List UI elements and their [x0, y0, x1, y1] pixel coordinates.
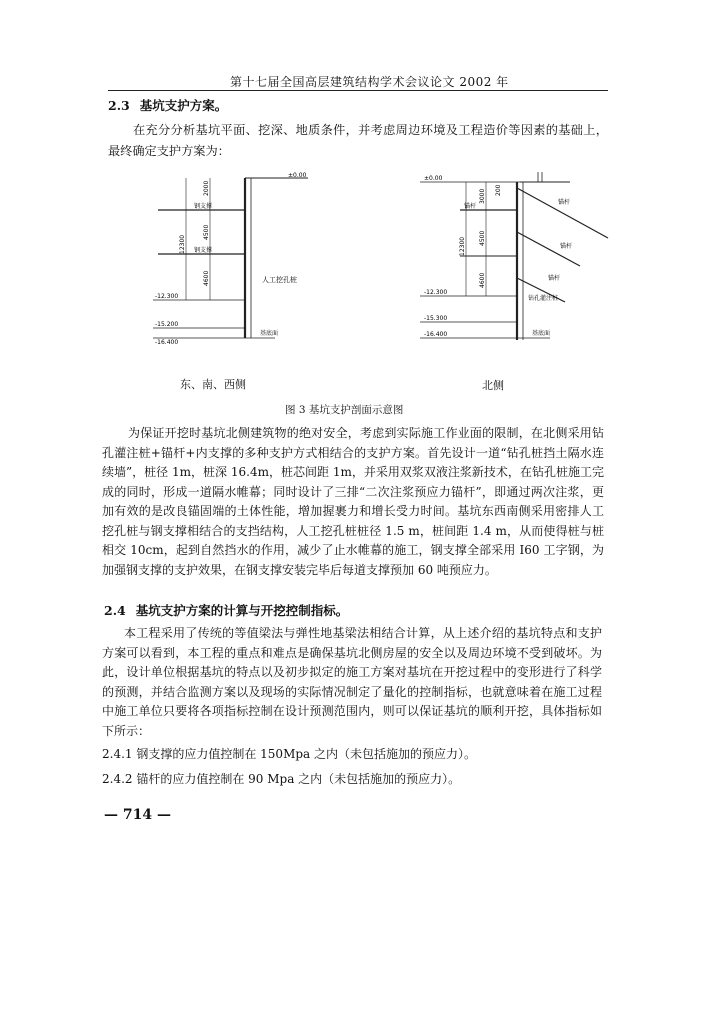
list-item: 2.4.1 钢支撑的应力值控制在 150Mpa 之内（未包括施加的预应力）。 [102, 747, 477, 761]
label-pile: 钻孔灌注桩 [528, 295, 559, 302]
elev-2: -15.200 [155, 321, 179, 328]
right-figure-caption: 北侧 [482, 379, 504, 392]
section-2-4-paragraph: 本工程采用了传统的等值梁法与弹性地基梁法相结合计算，从上述介绍的基坑特点和支护方案可以看到，本工程的重点和难点是确保基坑北侧房屋的安全以及周边环境不受到破坏。为此，设计单位根据基坑的特点以及初步拟定的施工方案对基坑在开挖过程中的变形进行了科学的预测，并结合监测方案以及现场的实际情况制定了量化的控制指标，也就意味着在施工过程中施工单位只要将各项指标控制在设计预测范围内，则可以保证基坑的顺利开挖，具体指标如下所示： [102, 626, 602, 738]
label-anchor-1: 锚杆 [558, 199, 571, 206]
section-2-3-number: 2.3 [108, 98, 130, 113]
label-anchor-2: 锚杆 [560, 243, 573, 250]
dim-3: 4600 [203, 270, 210, 286]
figure-caption: 图 3 基坑支护剖面示意图 [285, 404, 404, 416]
elev-top: ±0.00 [288, 172, 307, 179]
running-header: 第十七届全国高层建筑结构学术会议论文 2002 年 [230, 75, 509, 89]
section-2-3-intro: 在充分分析基坑平面、挖深、地质条件，并考虑周边环境及工程造价等因素的基础上，最终确定支护方案为： [108, 123, 608, 158]
elev-1: -12.300 [155, 293, 179, 300]
label-anchor-3: 锚杆 [548, 275, 561, 282]
label-bed: 基底面 [532, 330, 551, 337]
dim-top: 200 [495, 184, 502, 196]
section-2-4-heading [104, 601, 348, 619]
dim-2: 4500 [203, 224, 210, 240]
dim-1: 3000 [479, 188, 486, 204]
elev-3: -16.400 [424, 331, 448, 338]
label-bed: 基底面 [260, 330, 279, 337]
section-2-3-title: 基坑支护方案。 [139, 98, 228, 113]
header-rule [108, 90, 608, 91]
dim-total: 12300 [459, 236, 466, 256]
dim-2: 4500 [479, 230, 486, 246]
list-item: 2.4.2 锚杆的应力值控制在 90 Mpa 之内（未包括施加的预应力）。 [102, 772, 461, 786]
section-2-4-title: 基坑支护方案的计算与开挖控制指标。 [135, 603, 349, 618]
label-support-2: 钢支撑 [194, 247, 213, 254]
dim-total: 12300 [179, 234, 186, 254]
page-number: — 714 — [104, 807, 171, 823]
section-2-4-number: 2.4 [104, 603, 126, 618]
elev-3: -16.400 [155, 339, 179, 346]
elev-1: -12.300 [424, 289, 448, 296]
anchor-1 [517, 188, 608, 238]
dim-3: 4600 [479, 272, 486, 288]
left-figure-caption: 东、南、西侧 [180, 378, 246, 391]
section-2-3-heading [108, 96, 227, 114]
elev-2: -15.300 [424, 315, 448, 322]
dim-1: 2000 [203, 180, 210, 196]
label-pile: 人工挖孔桩 [262, 276, 297, 284]
elev-top: ±0.00 [424, 175, 443, 182]
paragraph-support-scheme: 为保证开挖时基坑北侧建筑物的绝对安全，考虑到实际施工作业面的限制，在北侧采用钻孔灌注桩+锚杆+内支撑的多种支护方式相结合的支护方案。首先设计一道“钻孔桩挡土隔水连续墙”，桩径 1m，桩深 16.4m，桩芯间距 1m，并采用双浆双液注浆新技术，在钻孔桩施工完成的同时，形成一道隔水帷幕；同时设计了三排“二次注浆预应力锚杆”，即通过两次注浆，更加有效的是改良锚固端的土体性能，增加握裹力和增长受力时间。基坑东西南侧采用密排人工挖孔桩与钢支撑相结合的支挡结构，人工挖孔桩桩径 1.5 m，桩间距 1.4 m，从而使得桩与桩相交 10cm，起到自然挡水的作用，减少了止水帷幕的施工，钢支撑全部采用 I60 工字钢，为加强钢支撑的支护效果，在钢支撑安装完毕后每道支撑预加 60 吨预应力。 [102, 426, 604, 577]
right-section-diagram [420, 170, 610, 375]
label-brace: 锚杆 [464, 203, 477, 210]
label-support-1: 钢支撑 [194, 203, 213, 210]
left-section-diagram [150, 172, 310, 390]
